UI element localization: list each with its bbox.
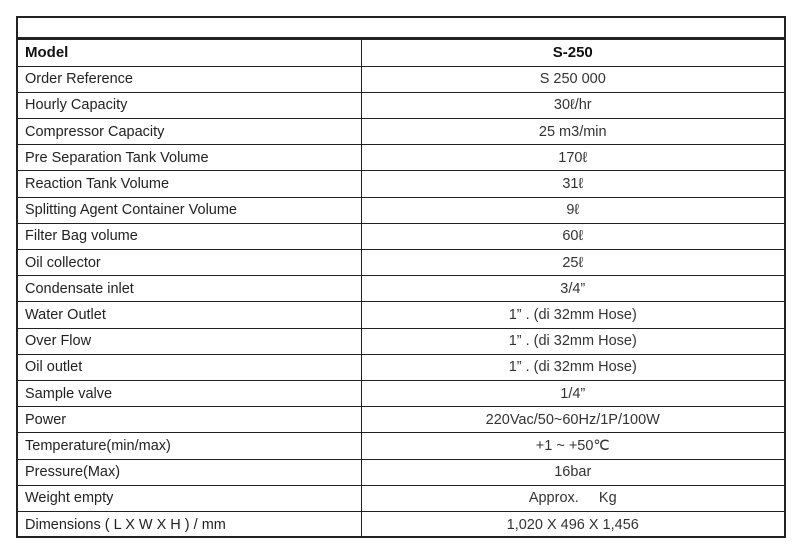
row-value: 1” . (di 32mm Hose): [361, 302, 784, 328]
row-label: Order Reference: [18, 66, 361, 92]
table-row: [18, 197, 784, 223]
row-label: Pressure(Max): [18, 459, 361, 485]
row-value: 1/4”: [361, 380, 784, 406]
table-row: [18, 276, 784, 302]
table-row: [18, 223, 784, 249]
table-row: [18, 119, 784, 145]
row-label: Over Flow: [18, 328, 361, 354]
row-label: Hourly Capacity: [18, 92, 361, 118]
row-label: Temperature(min/max): [18, 433, 361, 459]
row-value: 25ℓ: [361, 250, 784, 276]
table-row: [18, 66, 784, 92]
row-value: 3/4”: [361, 276, 784, 302]
row-label: Oil collector: [18, 250, 361, 276]
row-label: Splitting Agent Container Volume: [18, 197, 361, 223]
row-value: S 250 000: [361, 66, 784, 92]
spec-table: [18, 40, 784, 538]
table-row: [18, 171, 784, 197]
row-label: Power: [18, 407, 361, 433]
table-row: [18, 328, 784, 354]
row-value: 9ℓ: [361, 197, 784, 223]
row-label: Sample valve: [18, 380, 361, 406]
row-label: Compressor Capacity: [18, 119, 361, 145]
row-label: Filter Bag volume: [18, 223, 361, 249]
row-label: Oil outlet: [18, 354, 361, 380]
row-label: Water Outlet: [18, 302, 361, 328]
row-value: 16bar: [361, 459, 784, 485]
row-value: 31ℓ: [361, 171, 784, 197]
row-value: 1” . (di 32mm Hose): [361, 328, 784, 354]
row-value: 220Vac/50~60Hz/1P/100W: [361, 407, 784, 433]
row-label: Dimensions ( L X W X H ) / mm: [18, 511, 361, 537]
header-label: Model: [18, 40, 361, 66]
spec-sheet: [16, 16, 786, 538]
row-value: 1,020 X 496 X 1,456: [506, 516, 639, 533]
table-row: [18, 302, 784, 328]
row-value: 1” . (di 32mm Hose): [361, 354, 784, 380]
table-row: [18, 92, 784, 118]
table-row: [18, 250, 784, 276]
table-row: [18, 459, 784, 485]
row-value: 30ℓ/hr: [361, 92, 784, 118]
table-row: [18, 485, 784, 511]
header-row: [18, 40, 784, 66]
row-label: Pre Separation Tank Volume: [18, 145, 361, 171]
row-value: +1 ~ +50℃: [361, 433, 784, 459]
header-value: S-250: [361, 40, 784, 66]
row-value: 60ℓ: [361, 223, 784, 249]
row-value: Approx. Kg: [361, 485, 784, 511]
table-row: [18, 354, 784, 380]
table-top-band: [18, 18, 784, 40]
table-row: [18, 433, 784, 459]
row-value: 170ℓ: [361, 145, 784, 171]
table-row: [18, 380, 784, 406]
row-label: Weight empty: [18, 485, 361, 511]
table-row: [18, 407, 784, 433]
table-row: [18, 511, 784, 537]
table-row: [18, 145, 784, 171]
row-value: 25 m3/min: [361, 119, 784, 145]
row-label: Condensate inlet: [18, 276, 361, 302]
row-label: Reaction Tank Volume: [18, 171, 361, 197]
